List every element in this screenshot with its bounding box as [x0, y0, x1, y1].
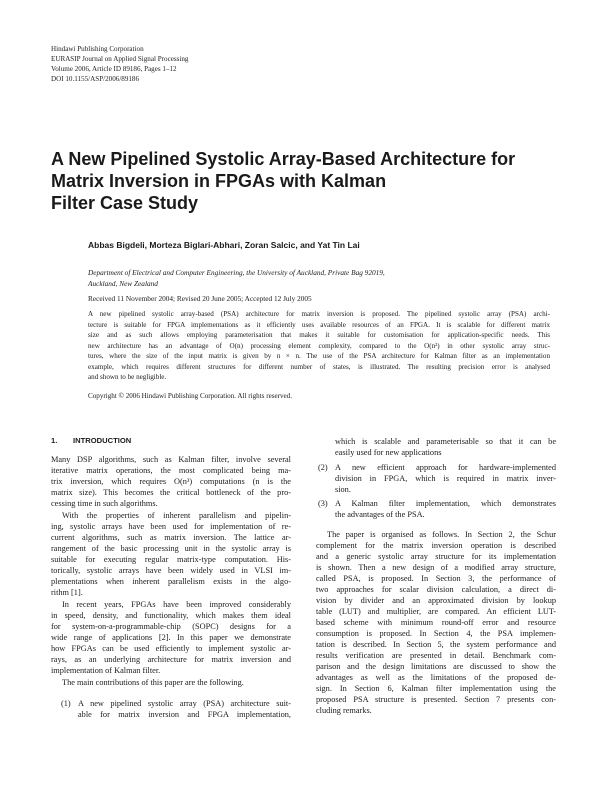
body-line: called PSA, is proposed. In Section 3, the performance of: [316, 574, 556, 583]
list-line: A new efficient approach for hardware-implemented: [335, 463, 556, 472]
section-title: INTRODUCTION: [73, 436, 132, 445]
body-line: implementation of Kalman filter.: [51, 666, 161, 675]
body-line: Many DSP algorithms, such as Kalman filter, involve several: [51, 455, 291, 464]
volume-info: Volume 2006, Article ID 89186, Pages 1–12: [51, 65, 177, 73]
abstract-line: new architecture has an advantage of O(n) processing element complexity, compared to the O(n²) in other systolic array struc-: [88, 341, 550, 350]
body-line: cessing time in such algorithms.: [51, 499, 158, 508]
body-line: The main contributions of this paper are the following.: [62, 678, 244, 687]
title-line: Filter Case Study: [51, 193, 199, 213]
body-line: wide range of applications [2]. In this paper we demonstrate: [51, 633, 291, 642]
body-line: results verification are presented in detail. Benchmark com-: [316, 651, 556, 660]
body-line: cluding remarks.: [316, 706, 372, 715]
body-line: The paper is organised as follows. In Section 2, the Schur: [327, 530, 556, 539]
list-marker: (3): [318, 499, 328, 508]
body-line: suitable for executing regular matrix-type computation. His-: [51, 555, 291, 564]
received-dates: Received 11 November 2004; Revised 20 June 2005; Accepted 12 July 2005: [88, 294, 312, 303]
body-line: torically, systolic arrays have been widely used in VLSI im-: [51, 566, 291, 575]
body-line: and a generic systolic array structure for its implementation: [316, 552, 556, 561]
body-line: sign. In Section 6, Kalman filter implementation using the: [316, 684, 556, 693]
body-line: two approaches for scalar division calculation, a direct di-: [316, 585, 556, 594]
body-line: consumption is proposed. In Section 4, the PSA implemen-: [316, 629, 556, 638]
body-line: in speed, density, and functionality, which makes them ideal: [51, 611, 291, 620]
list-line: which is scalable and parameterisable so that it can be: [335, 437, 556, 446]
list-marker: (1): [61, 699, 71, 708]
body-line: based scheme with minimum round-off error and resource: [316, 618, 556, 627]
list-line: A Kalman filter implementation, which demonstrates: [335, 499, 556, 508]
affiliation: [88, 267, 528, 289]
abstract: [88, 309, 550, 383]
body-line: rays, as an underlying architecture for matrix inversion and: [51, 655, 291, 664]
copyright-notice: Copyright © 2006 Hindawi Publishing Corporation. All rights reserved.: [88, 392, 293, 400]
body-line: trix inversion, which requires O(n³) computations (n is the: [51, 477, 291, 486]
body-line: advantages as well as the limitations of the proposed de-: [316, 673, 556, 682]
body-line: iterative matrix operations, the most complicated being ma-: [51, 466, 291, 475]
list-line: A new pipelined systolic array (PSA) architecture suit-: [78, 699, 291, 708]
list-line: sion.: [335, 485, 351, 494]
abstract-line: size and as such allows employing parameterisation that makes it suitable for customisation for application-specific needs. This: [88, 331, 550, 339]
body-line: complement for the matrix inversion operation is described: [316, 541, 556, 550]
journal-header: [51, 44, 188, 84]
list-line: easily used for new applications: [335, 448, 442, 457]
publisher-name: Hindawi Publishing Corporation: [51, 45, 144, 53]
abstract-line: tecture is suitable for FPGA implementations as it efficiently uses available resources of an FPGA. It is scalable for different matrix: [88, 320, 550, 329]
body-line: proposed PSA structure is presented. Section 7 presents con-: [316, 695, 556, 704]
paper-title: [51, 148, 521, 214]
abstract-line: tures, where the size of the input matrix is given by n × n. The use of the PSA architecture for Kalman filter as an implementation: [88, 352, 550, 360]
body-line: rangement of the basic processing unit in the systolic array is: [51, 544, 291, 553]
title-line: Matrix Inversion in FPGAs with Kalman: [51, 171, 387, 191]
title-line: A New Pipelined Systolic Array-Based Architecture for: [51, 149, 516, 169]
body-line: plementations when inherent parallelism exists in the algo-: [51, 577, 291, 586]
abstract-line: A new pipelined systolic array-based (PSA) architecture for matrix inversion is proposed. The pipelined systolic array (PSA) archi-: [88, 310, 550, 318]
list-marker: (2): [318, 463, 328, 472]
body-line: parison and the design limitations are discussed to show the: [316, 662, 556, 671]
body-line: rithm [1].: [51, 588, 83, 597]
list-line: the advantages of the PSA.: [335, 510, 425, 519]
body-line: With the properties of inherent parallelism and pipelin-: [62, 511, 291, 520]
body-line: vision by divider and an approximated division by lookup: [316, 596, 556, 605]
doi: DOI 10.1155/ASP/2006/89186: [51, 75, 140, 83]
journal-name: EURASIP Journal on Applied Signal Processing: [51, 55, 189, 63]
affiliation-line: Auckland, New Zealand: [88, 279, 158, 288]
authors: Abbas Bigdeli, Morteza Biglari-Abhari, Zoran Salcic, and Yat Tin Lai: [88, 240, 360, 250]
body-line: table (LUT) and multiplier, are compared. An efficient LUT-: [316, 607, 556, 616]
body-line: current algorithms, such as matrix inversion. The lattice ar-: [51, 533, 291, 542]
abstract-line: and shown to be negligible.: [88, 373, 167, 381]
body-line: for system-on-a-programmable-chip (SOPC) designs for a: [51, 622, 291, 631]
affiliation-line: Department of Electrical and Computer Engineering, the University of Auckland, Private Bag 92019,: [88, 268, 385, 277]
body-line: is shown. Then a new design of a modified array structure,: [316, 563, 556, 572]
body-line: matrix size). This becomes the critical bottleneck of the pro-: [51, 488, 291, 497]
body-line: ing, systolic arrays have been used for implementation of re-: [51, 522, 291, 531]
section-heading: [51, 436, 131, 445]
abstract-line: example, which requires different structures for different number of states, is illustrated. The resulting precision error is analysed: [88, 362, 550, 371]
list-line: division in FPGA, which is required in matrix inver-: [335, 474, 556, 483]
body-line: In recent years, FPGAs have been improved considerably: [62, 600, 291, 609]
body-line: tation is described. In Section 5, the system performance and: [316, 640, 556, 649]
body-line: how FPGAs can be used efficiently to implement systolic ar-: [51, 644, 291, 653]
list-line: able for matrix inversion and FPGA implementation,: [78, 710, 291, 719]
section-number: 1.: [51, 436, 58, 445]
